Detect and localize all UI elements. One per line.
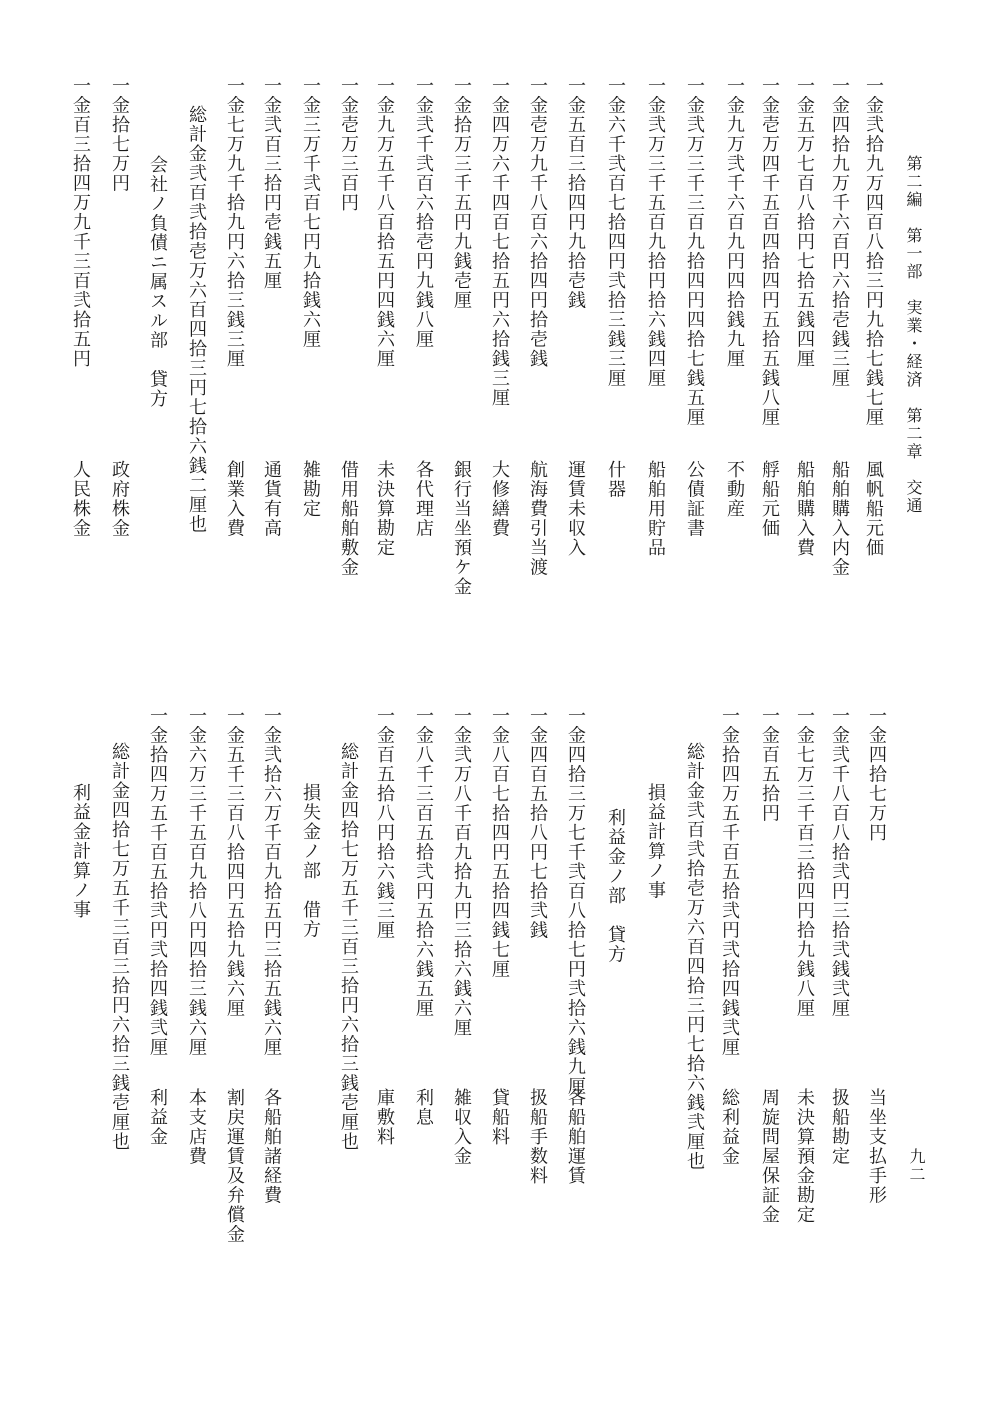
section-heading: 利益金計算ノ事 [70,783,91,920]
entry-amount: 一金弐拾六万千百九拾五円三拾五銭六厘 [261,706,282,1057]
entry-amount: 一金三万千弐百七円九拾銭六厘 [300,76,321,349]
entry-item: 銀行当坐預ケ金 [451,460,472,597]
entry-item: 未決算勘定 [374,460,395,558]
entry-amount: 一金弐万三千三百九拾四円四拾七銭五厘 [684,76,705,427]
entry-amount: 一金弐万八千百九拾九円三拾六銭六厘 [451,706,472,1038]
entry-item: 大修繕費 [489,460,510,538]
entry-item: 雑勘定 [300,460,321,519]
entry-amount: 一金七万三千百三拾四円拾九銭八厘 [794,706,815,1018]
running-header: 第二編 第一部 実業・経済 第二章 交通 [904,155,923,515]
entry-amount: 一金拾四万五千百五拾弐円弐拾四銭弐厘 [147,706,168,1057]
entry-item: 各船舶諸経費 [261,1088,282,1205]
entry-amount: 一金八百七拾四円五拾四銭七厘 [489,706,510,979]
entry-amount: 一金百五拾円 [759,706,780,823]
entry-amount: 一金四万六千四百七拾五円六拾銭三厘 [489,76,510,408]
entry-item: 借用船舶敷金 [338,460,359,577]
entry-amount: 一金百五拾八円拾六銭三厘 [374,706,395,940]
entry-item: 総利益金 [719,1088,740,1166]
entry-item: 政府株金 [109,460,130,538]
entry-item: 運賃未収入 [565,460,586,558]
entry-item: 各船舶運賃 [565,1088,586,1186]
entry-item: 割戻運賃及弁償金 [224,1088,245,1244]
page-number: 九二 [907,1148,926,1184]
entry-amount: 一金弐千八百八拾弐円三拾弐銭弐厘 [829,706,850,1018]
entry-amount: 一金四百五拾八円七拾弐銭 [527,706,548,940]
entry-amount: 一金弐万三千五百九拾円拾六銭四厘 [645,76,666,388]
entry-amount: 一金弐千弐百六拾壱円九銭八厘 [413,76,434,349]
entry-item: 庫敷料 [374,1088,395,1147]
entry-amount: 一金六千弐百七拾四円弐拾三銭三厘 [605,76,626,388]
entry-amount: 一金壱万三百円 [338,76,359,213]
entry-amount: 一金九万弐千六百九円四拾銭九厘 [724,76,745,369]
entry-item: 創業入費 [224,460,245,538]
entry-item: 通貨有高 [261,460,282,538]
entry-amount: 一金弐百三拾円壱銭五厘 [261,76,282,291]
entry-amount: 一金拾七万円 [109,76,130,193]
entry-amount: 一金百三拾四万九千三百弐拾五円 [70,76,91,369]
entry-item: 艀船元価 [759,460,780,538]
section-heading: 利益金ノ部 貸方 [605,808,626,964]
entry-item: 周旋問屋保証金 [759,1088,780,1225]
entry-item: 船舶用貯品 [645,460,666,558]
entry-item: 公債証書 [684,460,705,538]
grand-total: 総計金四拾七万五千三百三拾円六拾三銭壱厘也 [338,742,359,1152]
entry-amount: 一金弐拾九万四百八拾三円九拾七銭七厘 [863,76,884,427]
entry-amount: 一金六万三千五百九拾八円四拾三銭六厘 [186,706,207,1057]
entry-item: 雑収入金 [451,1088,472,1166]
entry-amount: 一金七万九千拾九円六拾三銭三厘 [224,76,245,369]
entry-item: 船舶購入内金 [829,460,850,577]
entry-amount: 一金九万五千八百拾五円四銭六厘 [374,76,395,369]
entry-item: 貸船料 [489,1088,510,1147]
entry-item: 本支店費 [186,1088,207,1166]
entry-item: 利益金 [147,1088,168,1147]
entry-amount: 一金壱万九千八百六拾四円拾壱銭 [527,76,548,369]
section-heading: 損失金ノ部 借方 [300,783,321,939]
section-heading: 会社ノ負債ニ属スル部 貸方 [147,155,168,409]
entry-amount: 一金五百三拾四円九拾壱銭 [565,76,586,310]
entry-item: 扱船勘定 [829,1088,850,1166]
entry-amount: 一金五万七百八拾円七拾五銭四厘 [794,76,815,369]
entry-amount: 一金八千三百五拾弐円五拾六銭五厘 [413,706,434,1018]
entry-item: 船舶購入費 [794,460,815,558]
entry-item: 利息 [413,1088,434,1127]
grand-total: 総計金四拾七万五千三百三拾円六拾三銭壱厘也 [109,742,130,1152]
entry-amount: 一金四拾三万七千弐百八拾七円弐拾六銭九厘 [565,706,586,1096]
entry-amount: 一金五千三百八拾四円五拾九銭六厘 [224,706,245,1018]
entry-item: 各代理店 [413,460,434,538]
entry-item: 不動産 [724,460,745,519]
section-heading: 損益計算ノ事 [645,783,666,900]
entry-amount: 一金拾万三千五円九銭壱厘 [451,76,472,310]
entry-item: 人民株金 [70,460,91,538]
grand-total: 総計金弐百弐拾壱万六百四拾三円七拾六銭弐厘也 [684,742,705,1171]
entry-item: 什器 [605,460,626,499]
entry-amount: 一金四拾九万千六百円六拾壱銭三厘 [829,76,850,388]
entry-item: 未決算預金勘定 [794,1088,815,1225]
entry-amount: 一金四拾七万円 [866,706,887,843]
entry-item: 扱船手数料 [527,1088,548,1186]
entry-amount: 一金拾四万五千百五拾弐円弐拾四銭弐厘 [719,706,740,1057]
entry-amount: 一金壱万四千五百四拾四円五拾五銭八厘 [759,76,780,427]
grand-total: 総計金弐百弐拾壱万六百四拾三円七拾六銭二厘也 [186,105,207,534]
entry-item: 当坐支払手形 [866,1088,887,1205]
entry-item: 風帆船元価 [863,460,884,558]
entry-item: 航海費引当渡 [527,460,548,577]
